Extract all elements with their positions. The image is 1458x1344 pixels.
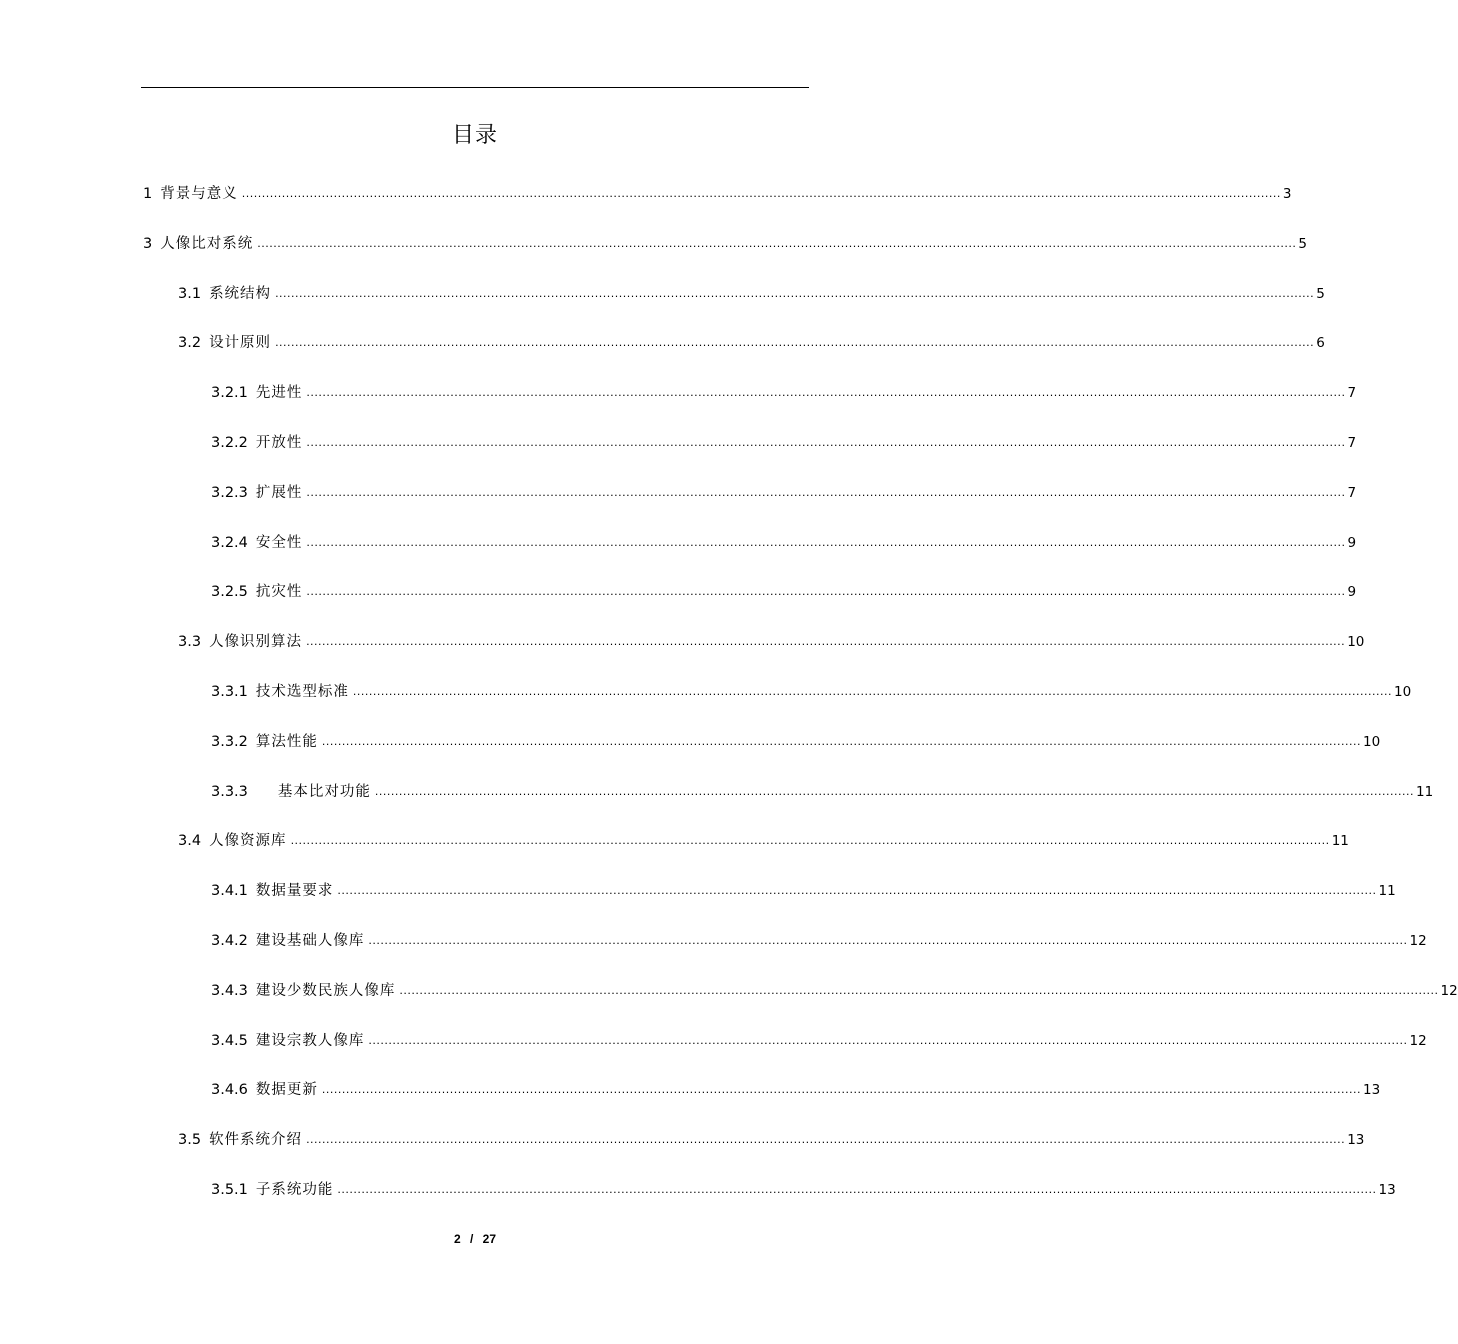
toc-dot-leader: ....................................................................................................................................................................................................................................................................: [241, 187, 1281, 200]
toc-entry[interactable]: [143, 176, 1292, 204]
toc-dot-leader: ....................................................................................................................................................................................................................................................................: [257, 236, 1297, 250]
toc-entry-number: 3.3.2: [211, 733, 248, 750]
toc-dot-leader: ....................................................................................................................................................................................................................................................................: [290, 834, 1330, 848]
page-separator: /: [469, 1232, 474, 1246]
toc-entry-label: 系统结构: [209, 285, 272, 302]
toc-dot-leader: ....................................................................................................................................................................................................................................................................: [306, 1133, 1346, 1147]
toc-entry-page-number: 10: [1363, 733, 1381, 750]
toc-dot-leader: ....................................................................................................................................................................................................................................................................: [352, 685, 1393, 698]
toc-entry-label: 人像资源库: [209, 833, 287, 850]
toc-dot-leader: ....................................................................................................................................................................................................................................................................: [306, 436, 1346, 449]
toc-entry[interactable]: [211, 525, 1357, 553]
toc-entry[interactable]: [211, 873, 1396, 901]
toc-dot-leader: ....................................................................................................................................................................................................................................................................: [321, 734, 1362, 748]
toc-entry-page-number: 7: [1347, 385, 1357, 402]
toc-dot-leader: ....................................................................................................................................................................................................................................................................: [306, 635, 1346, 649]
toc-entry-page-number: 12: [1409, 933, 1427, 949]
toc-dot-leader: ....................................................................................................................................................................................................................................................................: [275, 286, 1315, 300]
toc-entry[interactable]: [211, 774, 1434, 802]
toc-entry-label: 子系统功能: [255, 1182, 334, 1198]
header-rule: [141, 87, 809, 88]
total-page-count: 27: [482, 1232, 497, 1246]
toc-entry-page-number: 6: [1316, 335, 1325, 352]
toc-entry[interactable]: [211, 973, 1458, 1001]
toc-entry[interactable]: [178, 325, 1325, 353]
toc-entry-label: 建设宗教人像库: [255, 1032, 365, 1049]
toc-entry-page-number: 7: [1347, 435, 1357, 451]
toc-entry-number: 3: [143, 235, 153, 252]
toc-entry-label: 建设基础人像库: [255, 933, 365, 949]
toc-entry-page-number: 9: [1347, 534, 1357, 551]
toc-dot-leader: ....................................................................................................................................................................................................................................................................: [306, 585, 1346, 599]
toc-dot-leader: ....................................................................................................................................................................................................................................................................: [321, 1083, 1362, 1097]
toc-entry-page-number: 11: [1416, 783, 1434, 800]
toc-entry-number: 3.2: [178, 335, 202, 352]
toc-entry-number: 3.4.3: [211, 982, 248, 999]
toc-entry-page-number: 10: [1347, 634, 1365, 651]
toc-entry-label: 开放性: [255, 435, 303, 451]
toc-entry-number: 3.4.2: [211, 933, 248, 949]
toc-entry-label: 数据更新: [255, 1082, 318, 1099]
toc-dot-leader: ....................................................................................................................................................................................................................................................................: [337, 1183, 1377, 1196]
toc-entry-number: 1: [143, 186, 153, 202]
toc-entry-label: 安全性: [255, 534, 303, 551]
toc-entry-label: 软件系统介绍: [209, 1132, 303, 1149]
toc-entry[interactable]: [211, 923, 1427, 951]
toc-entry-page-number: 13: [1347, 1132, 1365, 1149]
toc-entry-number: 3.2.4: [211, 534, 248, 551]
toc-entry-page-number: 12: [1409, 1032, 1427, 1049]
toc-entry-number: 3.3.3: [211, 783, 248, 800]
toc-dot-leader: ....................................................................................................................................................................................................................................................................: [399, 983, 1439, 997]
current-page-number: 2: [453, 1232, 461, 1246]
toc-entry-label: 人像比对系统: [160, 235, 254, 252]
toc-entry-number: 3.3: [178, 634, 202, 651]
toc-entry-page-number: 9: [1347, 584, 1357, 601]
toc-entry-label: 建设少数民族人像库: [255, 982, 396, 999]
toc-entry-page-number: 13: [1363, 1082, 1381, 1099]
toc-dot-leader: ....................................................................................................................................................................................................................................................................: [368, 1033, 1408, 1047]
toc-entry[interactable]: [211, 375, 1357, 403]
toc-entry-number: 3.4.1: [211, 883, 248, 900]
toc-entry[interactable]: [178, 276, 1325, 304]
toc-entry-number: 3.4.6: [211, 1082, 248, 1099]
toc-entry-number: 3.2.2: [211, 435, 248, 451]
toc-entry-label: 扩展性: [255, 484, 303, 501]
toc-entry-page-number: 5: [1298, 235, 1307, 252]
toc-entry-page-number: 13: [1378, 1182, 1396, 1198]
toc-entry-label: 人像识别算法: [209, 634, 303, 651]
toc-dot-leader: ....................................................................................................................................................................................................................................................................: [374, 784, 1415, 798]
toc-entry-number: 3.1: [178, 285, 202, 302]
toc-entry-number: 3.4.5: [211, 1032, 248, 1049]
toc-entry-number: 3.4: [178, 833, 202, 850]
toc-entry[interactable]: [178, 1122, 1365, 1150]
toc-entry-number: 3.2.3: [211, 484, 248, 501]
toc-entry-label: 技术选型标准: [255, 684, 349, 700]
toc-dot-leader: ....................................................................................................................................................................................................................................................................: [337, 884, 1377, 898]
toc-entry-label: 抗灾性: [255, 584, 303, 601]
toc-entry-number: 3.2.5: [211, 584, 248, 601]
toc-entry-number: 3.5.1: [211, 1182, 248, 1198]
toc-entry-number: 3.3.1: [211, 684, 248, 700]
toc-entry-label: 设计原则: [209, 335, 272, 352]
toc-entry-page-number: 3: [1282, 186, 1292, 202]
toc-entry[interactable]: [211, 1023, 1427, 1051]
toc-entry-label: 背景与意义: [160, 186, 238, 202]
toc-entry[interactable]: [211, 574, 1357, 602]
toc-dot-leader: ....................................................................................................................................................................................................................................................................: [275, 336, 1315, 350]
page-footer: [0, 1232, 950, 1246]
toc-entry-page-number: 12: [1440, 982, 1458, 999]
toc-entry[interactable]: [211, 674, 1412, 702]
toc-entry[interactable]: [178, 823, 1349, 851]
toc-dot-leader: ....................................................................................................................................................................................................................................................................: [306, 386, 1346, 400]
toc-entry[interactable]: [143, 226, 1307, 254]
toc-entry[interactable]: [211, 425, 1357, 453]
toc-entry[interactable]: [211, 1072, 1381, 1100]
toc-entry[interactable]: [178, 624, 1365, 652]
toc-entry-page-number: 11: [1331, 833, 1349, 850]
toc-entry-label: 算法性能: [255, 733, 318, 750]
toc-entry[interactable]: [211, 1172, 1396, 1200]
toc-entry-label: 先进性: [255, 385, 303, 402]
toc-entry-number: 3.2.1: [211, 385, 248, 402]
toc-dot-leader: ....................................................................................................................................................................................................................................................................: [306, 535, 1346, 549]
toc-entry[interactable]: [211, 475, 1357, 503]
toc-entry[interactable]: [211, 724, 1381, 752]
toc-entry-page-number: 5: [1316, 285, 1325, 302]
toc-dot-leader: ....................................................................................................................................................................................................................................................................: [368, 934, 1408, 947]
toc-entry-label: 基本比对功能: [277, 783, 371, 800]
toc-dot-leader: ....................................................................................................................................................................................................................................................................: [306, 485, 1346, 499]
toc-entry-page-number: 7: [1347, 484, 1357, 501]
toc-entry-number: 3.5: [178, 1132, 202, 1149]
toc-entry-label: 数据量要求: [255, 883, 334, 900]
toc-entry-page-number: 10: [1394, 684, 1412, 700]
toc-title: 目录: [451, 123, 498, 148]
toc-entry-page-number: 11: [1378, 883, 1396, 900]
